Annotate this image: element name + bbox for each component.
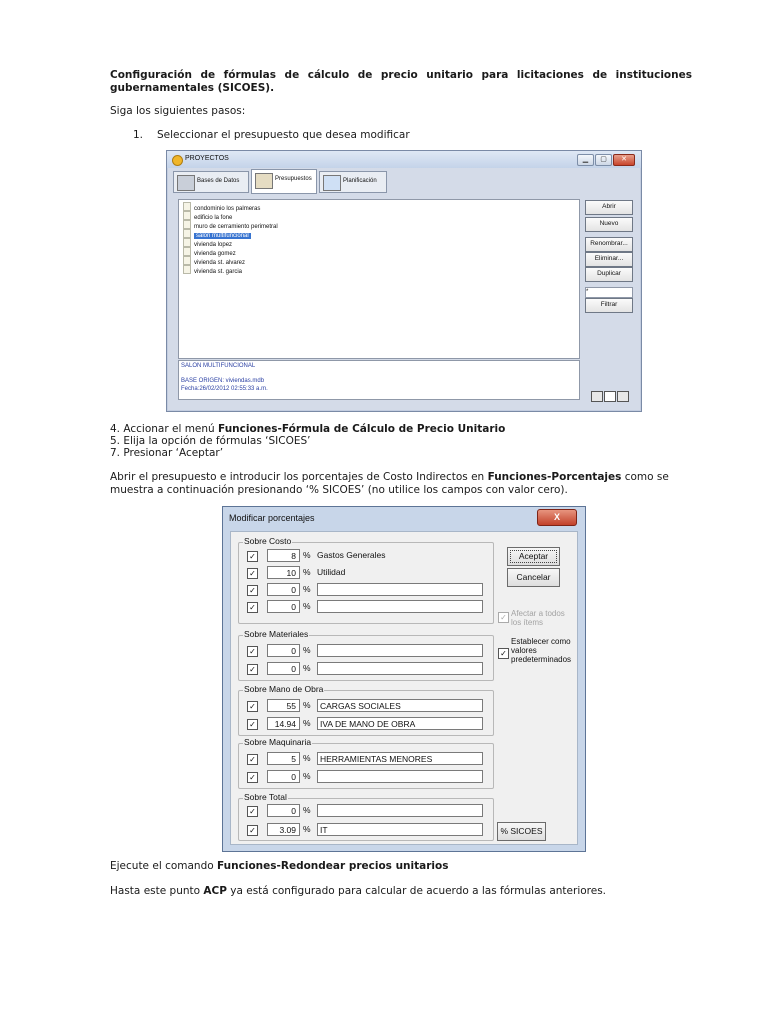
planning-icon: [323, 175, 341, 191]
row-checkbox[interactable]: ✓: [247, 568, 258, 579]
proyectos-window: [166, 150, 642, 412]
info-name: SALON MULTIFUNCIONAL: [181, 363, 256, 369]
document-title: Configuración de fórmulas de cálculo de precio unitario para licitaciones de instituciones gubernamentales (SICOES).: [110, 69, 692, 94]
group-label: Sobre Costo: [244, 536, 292, 546]
tab-label: Bases de Datos: [197, 178, 240, 184]
row-checkbox[interactable]: ✓: [247, 664, 258, 675]
row-checkbox[interactable]: ✓: [247, 719, 258, 730]
materiales-row-1: [239, 644, 493, 660]
materiales-row-2: [239, 662, 493, 678]
file-icon: [183, 211, 191, 220]
budget-list[interactable]: [178, 199, 580, 359]
paragraph-conclusion: [110, 885, 606, 897]
budget-icon: [255, 173, 273, 189]
list-item[interactable]: [183, 211, 232, 220]
percent-sign: %: [303, 645, 311, 655]
tab-presupuestos[interactable]: [251, 169, 317, 194]
row-checkbox[interactable]: ✓: [247, 806, 258, 817]
database-icon: [177, 175, 195, 191]
tab-label: Planificación: [343, 178, 377, 184]
nuevo-button[interactable]: Nuevo: [585, 217, 633, 232]
file-icon: [183, 202, 191, 211]
step-4-menu: Funciones-Fórmula de Cálculo de Precio Unitario: [218, 423, 506, 435]
costo-row-3: [239, 583, 493, 599]
file-icon: [183, 247, 191, 256]
tab-label: Presupuestos: [275, 176, 312, 182]
para4-acp: ACP: [203, 885, 227, 897]
icons-view-icon[interactable]: [617, 391, 629, 402]
maquinaria-row-2: [239, 770, 493, 786]
duplicar-button[interactable]: Duplicar: [585, 267, 633, 282]
file-icon: [183, 256, 191, 265]
establecer-line-2: valores: [511, 646, 537, 655]
file-icon: [183, 265, 191, 274]
filter-input[interactable]: *: [585, 287, 633, 298]
percent-sign: %: [303, 824, 311, 834]
para2-text: Abrir el presupuesto e introducir los porcentajes de Costo Indirectos en: [110, 471, 488, 483]
abrir-button[interactable]: Abrir: [585, 200, 633, 215]
paragraph-porcentajes: [110, 471, 669, 497]
afectar-todos-checkbox[interactable]: ✓: [498, 612, 509, 623]
percent-input[interactable]: 10: [267, 566, 300, 579]
para3-text: Ejecute el comando: [110, 860, 218, 872]
mano-obra-row-2: [239, 717, 493, 733]
eliminar-button[interactable]: Eliminar...: [585, 252, 633, 267]
row-checkbox[interactable]: ✓: [247, 754, 258, 765]
list-item-label: salon multifuncional: [196, 233, 249, 239]
dialog-titlebar: [223, 507, 585, 529]
intro-text: Siga los siguientes pasos:: [110, 105, 246, 117]
establecer-line-3: predeterminados: [511, 655, 572, 664]
group-sobre-maquinaria: [238, 737, 494, 789]
para4-post: ya está configurado para calcular de acuerdo a las fórmulas anteriores.: [226, 885, 607, 897]
establecer-line-1: Establecer como: [511, 637, 571, 646]
para3-command: Funciones-Redondear precios unitarios: [217, 860, 449, 872]
row-checkbox[interactable]: ✓: [247, 646, 258, 657]
row-checkbox[interactable]: ✓: [247, 825, 258, 836]
modificar-porcentajes-dialog: [222, 506, 586, 852]
percent-input[interactable]: 5: [267, 752, 300, 765]
list-item-label: condominio los palmeras: [194, 206, 261, 212]
para2-line2: muestra a continuación presionando ‘% SICOES’ (no utilice los campos con valor cero).: [110, 484, 568, 496]
list-item[interactable]: [183, 247, 236, 256]
percent-sign: %: [303, 771, 311, 781]
file-icon: [183, 220, 191, 229]
percent-sign: %: [303, 550, 311, 560]
para2-menu: Funciones-Porcentajes: [487, 471, 622, 483]
group-label: Sobre Materiales: [244, 629, 309, 639]
maquinaria-row-1: [239, 752, 493, 768]
percent-input[interactable]: 0: [267, 804, 300, 817]
percent-sign: %: [303, 567, 311, 577]
file-icon: [183, 238, 191, 247]
tab-planificacion[interactable]: [319, 171, 387, 193]
percent-sign: %: [303, 584, 311, 594]
row-checkbox[interactable]: ✓: [247, 772, 258, 783]
list-view-icon[interactable]: [591, 391, 603, 402]
list-item[interactable]: [183, 202, 260, 211]
percent-input[interactable]: 3.09: [267, 823, 300, 836]
percent-sign: %: [303, 663, 311, 673]
budget-info-panel: [178, 360, 580, 400]
step-7: 7. Presionar ‘Aceptar’: [110, 447, 224, 459]
description-input[interactable]: [317, 804, 483, 817]
mano-obra-row-1: [239, 699, 493, 715]
group-sobre-materiales: [238, 629, 494, 681]
row-checkbox[interactable]: ✓: [247, 585, 258, 596]
percent-sign: %: [303, 601, 311, 611]
app-icon: [172, 155, 183, 166]
info-date: Fecha:26/02/2012 02:55:33 a.m.: [181, 386, 268, 392]
list-item-selected[interactable]: [183, 229, 251, 238]
cancelar-button[interactable]: Cancelar: [507, 568, 560, 587]
costo-row-1: [239, 549, 493, 565]
row-checkbox[interactable]: ✓: [247, 602, 258, 613]
row-checkbox[interactable]: ✓: [247, 551, 258, 562]
list-item-label: vivienda st. alvarez: [194, 260, 246, 266]
info-base: BASE ORIGEN: viviendas.mdb: [181, 378, 265, 384]
file-icon: [183, 229, 191, 238]
close-button[interactable]: ✕: [613, 154, 635, 166]
description-input[interactable]: IVA DE MANO DE OBRA: [317, 717, 483, 730]
list-item[interactable]: [183, 265, 242, 274]
details-view-icon[interactable]: [604, 391, 616, 402]
group-label: Sobre Mano de Obra: [244, 684, 324, 694]
establecer-predeterminados-checkbox[interactable]: ✓: [498, 648, 509, 659]
aceptar-button[interactable]: Aceptar: [507, 547, 560, 566]
percent-sign: %: [303, 753, 311, 763]
paragraph-redondear: [110, 860, 448, 872]
description-input[interactable]: CARGAS SOCIALES: [317, 699, 483, 712]
percent-input[interactable]: 0: [267, 662, 300, 675]
description-input[interactable]: [317, 583, 483, 596]
percent-input[interactable]: 14.94: [267, 717, 300, 730]
list-item-label: muro de cerramiento perimetral: [194, 224, 278, 230]
percent-input[interactable]: 0: [267, 600, 300, 613]
group-label: Sobre Total: [244, 792, 287, 802]
group-sobre-mano-de-obra: [238, 684, 494, 736]
dialog-title: Modificar porcentajes: [229, 513, 315, 523]
costo-row-4: [239, 600, 493, 616]
description-input[interactable]: [317, 600, 483, 613]
renombrar-button[interactable]: Renombrar...: [585, 237, 633, 252]
description-input[interactable]: [317, 662, 483, 675]
row-label: Utilidad: [317, 567, 346, 577]
percent-sign: %: [303, 700, 311, 710]
step-4: [110, 423, 505, 436]
tab-bases-de-datos[interactable]: [173, 171, 249, 193]
maximize-button[interactable]: ▢: [595, 154, 612, 166]
group-label: Sobre Maquinaria: [244, 737, 312, 747]
filtrar-button[interactable]: Filtrar: [585, 298, 633, 313]
percent-input[interactable]: 0: [267, 583, 300, 596]
afectar-todos-label: [511, 609, 565, 627]
list-item[interactable]: [183, 256, 245, 265]
percent-sign: %: [303, 805, 311, 815]
step-4-text: 4. Accionar el menú: [110, 423, 219, 435]
percent-input[interactable]: 0: [267, 770, 300, 783]
proyectos-titlebar: [167, 151, 641, 168]
list-item[interactable]: [183, 238, 232, 247]
sicoes-button[interactable]: % SICOES: [497, 822, 546, 841]
costo-row-2: [239, 566, 493, 582]
afectar-line-2: los ítems: [511, 618, 544, 627]
description-input[interactable]: [317, 770, 483, 783]
para4-text: Hasta este punto: [110, 885, 204, 897]
description-input[interactable]: IT: [317, 823, 483, 836]
description-input[interactable]: HERRAMIENTAS MENORES: [317, 752, 483, 765]
description-input[interactable]: [317, 644, 483, 657]
list-item-label: edificio la fone: [194, 215, 233, 221]
percent-input[interactable]: 8: [267, 549, 300, 562]
row-checkbox[interactable]: ✓: [247, 701, 258, 712]
row-label: Gastos Generales: [317, 550, 386, 560]
establecer-predeterminados-label: [511, 637, 571, 664]
group-sobre-costo: [238, 536, 494, 624]
para2-post: como se: [621, 471, 669, 483]
percent-input[interactable]: 55: [267, 699, 300, 712]
step-1-text: Seleccionar el presupuesto que desea modificar: [157, 129, 410, 141]
close-button[interactable]: X: [537, 509, 577, 526]
list-item-label: vivienda st. garcia: [194, 269, 243, 275]
proyectos-title: PROYECTOS: [185, 155, 229, 162]
dialog-client: [230, 531, 578, 845]
afectar-line-1: Afectar a todos: [511, 609, 565, 618]
step-1-number: 1.: [133, 129, 144, 141]
list-item[interactable]: [183, 220, 278, 229]
list-item-label: vivienda lopez: [194, 242, 233, 248]
group-sobre-total: [238, 792, 494, 841]
minimize-button[interactable]: ▁: [577, 154, 594, 166]
total-row-2: [239, 823, 493, 839]
percent-sign: %: [303, 718, 311, 728]
percent-input[interactable]: 0: [267, 644, 300, 657]
step-5: 5. Elija la opción de fórmulas ‘SICOES’: [110, 435, 311, 447]
list-item-label: vivienda gomez: [194, 251, 236, 257]
total-row-1: [239, 804, 493, 820]
